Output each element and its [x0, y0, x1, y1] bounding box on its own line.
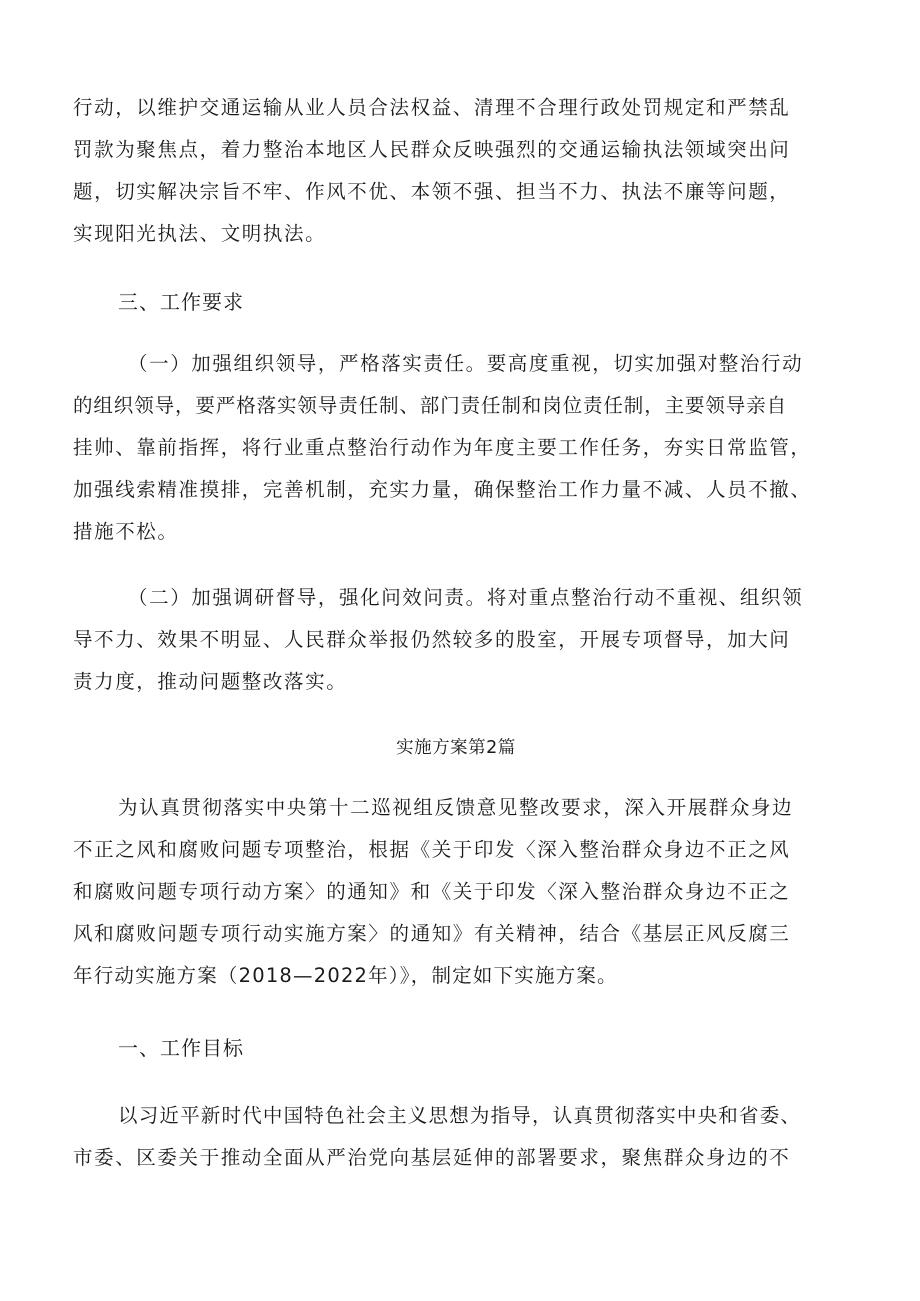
section-heading: 三、工作要求	[118, 290, 244, 314]
paragraph-line: 的组织领导，要严格落实领导责任制、部门责任制和岗位责任制，主要领导亲自	[73, 394, 788, 417]
paragraph-line: 以习近平新时代中国特色社会主义思想为指导，认真贯彻落实中央和省委、	[118, 1104, 802, 1127]
paragraph-line: 挂帅、靠前指挥，将行业重点整治行动作为年度主要工作任务，夯实日常监管，	[73, 436, 812, 459]
paragraph-line: （一）加强组织领导，严格落实责任。要高度重视，切实加强对整治行动	[128, 352, 804, 375]
paragraph-line: 措施不松。	[73, 520, 179, 543]
paragraph-line: 为认真贯彻落实中央第十二巡视组反馈意见整改要求，深入开展群众身边	[118, 796, 794, 819]
page-title: 实施方案第2篇	[396, 738, 516, 758]
paragraph-line: 罚款为聚焦点，着力整治本地区人民群众反映强烈的交通运输执法领域突出问	[73, 138, 791, 161]
paragraph-line: 题，切实解决宗旨不牢、作风不优、本领不强、担当不力、执法不廉等问题，	[73, 180, 791, 203]
paragraph-line: 市委、区委关于推动全面从严治党向基层延伸的部署要求，聚焦群众身边的不	[73, 1146, 791, 1169]
paragraph-line: （二）加强调研督导，强化问效问责。将对重点整治行动不重视、组织领	[128, 586, 804, 609]
paragraph-line: 责力度，推动问题整改落实。	[73, 670, 348, 693]
paragraph-line: 和腐败问题专项行动方案〉的通知》和《关于印发〈深入整治群众身边不正之	[73, 880, 791, 903]
paragraph-line: 风和腐败问题专项行动实施方案〉的通知》有关精神，结合《基层正风反腐三	[73, 922, 791, 945]
paragraph-line: 实现阳光执法、文明执法。	[73, 222, 327, 245]
paragraph-line: 导不力、效果不明显、人民群众举报仍然较多的股室，开展专项督导，加大问	[73, 628, 791, 651]
paragraph-line: 年行动实施方案（2018—2022年）》，制定如下实施方案。	[73, 964, 618, 987]
paragraph-line: 不正之风和腐败问题专项整治，根据《关于印发〈深入整治群众身边不正之风	[73, 838, 791, 861]
paragraph-line: 加强线索精准摸排，完善机制，充实力量，确保整治工作力量不减、人员不撤、	[73, 478, 812, 501]
section-heading: 一、工作目标	[118, 1036, 244, 1060]
paragraph-line: 行动，以维护交通运输从业人员合法权益、清理不合理行政处罚规定和严禁乱	[73, 96, 791, 119]
